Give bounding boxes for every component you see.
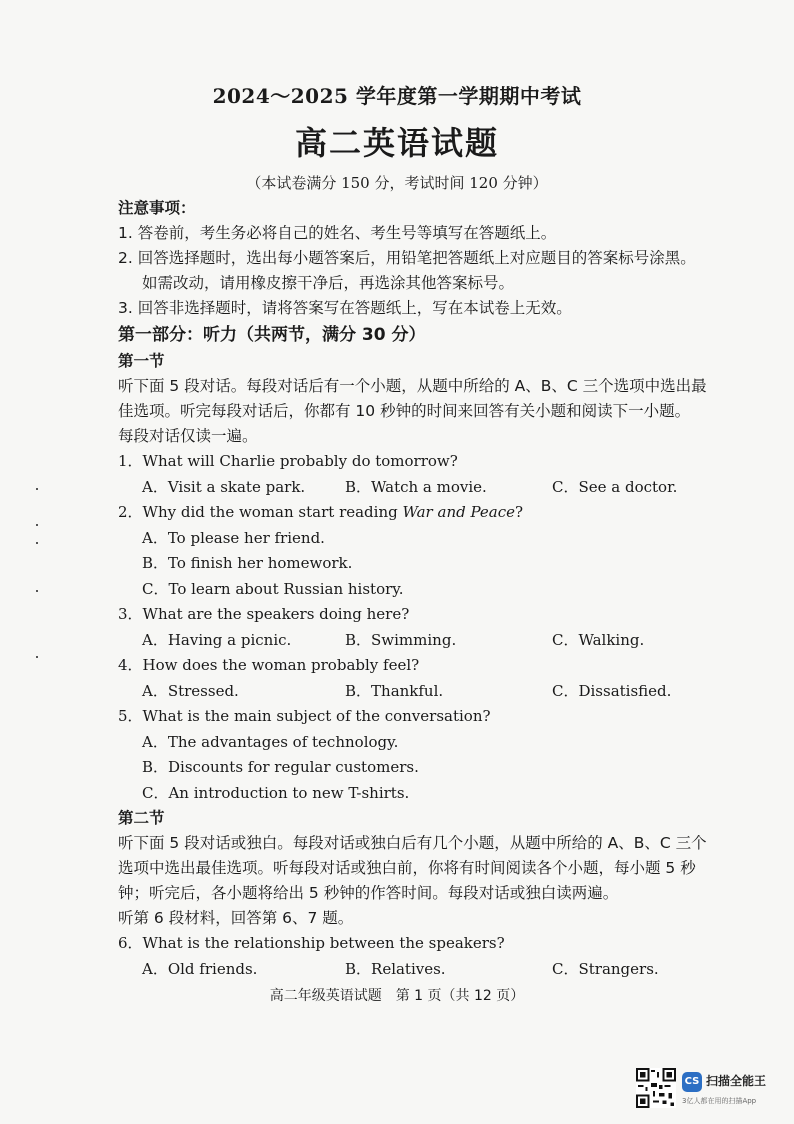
section2-instructions-2: 选项中选出最佳选项。听每段对话或独白前，你将有时间阅读各个小题，每小题 5 秒: [118, 859, 696, 877]
section1-instructions-3: 每段对话仅读一遍。: [118, 427, 258, 445]
part1-heading: 第一部分：听力（共两节，满分 30 分）: [118, 325, 426, 345]
q4-option-a: A．Stressed.: [142, 681, 239, 700]
question-4-options: [118, 679, 768, 705]
q4-option-c: C．Dissatisfied.: [552, 681, 672, 700]
camscanner-logo-icon: CS: [682, 1072, 702, 1092]
exam-subtitle: （本试卷满分 150 分，考试时间 120 分钟）: [246, 174, 548, 192]
notes-heading: 注意事项：: [118, 199, 196, 217]
notes-item-1: 1. 答卷前，考生务必将自己的姓名、考生号等填写在答题纸上。: [118, 224, 557, 242]
notes-item-3: 3. 回答非选择题时，请将答案写在答题纸上，写在本试卷上无效。: [118, 299, 572, 317]
section1-instructions-1: 听下面 5 段对话。每段对话后有一个小题，从题中所给的 A、B、C 三个选项中选出最: [118, 377, 707, 395]
question-3: 3．What are the speakers doing here?: [118, 605, 410, 623]
q2-book-title: War and Peace: [402, 503, 515, 521]
q5-option-c: C．An introduction to new T-shirts.: [142, 783, 410, 802]
question-1: 1．What will Charlie probably do tomorrow?: [118, 452, 458, 470]
scanner-watermark: [636, 1068, 786, 1112]
notes-item-2-cont: 如需改动，请用橡皮擦干净后，再选涂其他答案标号。: [142, 274, 515, 292]
section2-heading: 第二节: [118, 809, 165, 827]
question-3-options: [118, 628, 768, 654]
q2-text: 2．Why did the woman start reading: [118, 503, 403, 521]
section2-instructions-3: 钟；听完后，各小题将给出 5 秒钟的作答时间。每段对话或独白读两遍。: [118, 884, 619, 902]
question-1-options: [118, 475, 768, 501]
question-6-options: [118, 957, 768, 983]
q2-option-b: B．To finish her homework.: [142, 554, 353, 572]
q2-option-a: A．To please her friend.: [142, 528, 325, 547]
scanner-tagline: 3亿人都在用的扫描App: [682, 1097, 757, 1105]
q1-option-b: B．Watch a movie.: [345, 477, 487, 496]
q4-option-b: B．Thankful.: [345, 681, 444, 700]
question-5: 5．What is the main subject of the conversation?: [118, 707, 491, 725]
q2-option-c: C．To learn about Russian history.: [142, 579, 404, 598]
section2-instructions-1: 听下面 5 段对话或独白。每段对话或独白后有几个小题，从题中所给的 A、B、C 三个: [118, 834, 707, 852]
scanner-app-name: 扫描全能王: [706, 1074, 767, 1088]
exam-title: 高二英语试题: [294, 124, 499, 162]
q3-option-a: A．Having a picnic.: [142, 630, 292, 649]
q5-option-a: A．The advantages of technology.: [142, 732, 399, 751]
section1-heading: 第一节: [118, 352, 165, 370]
page-footer: 高二年级英语试题 第 1 页（共 12 页）: [269, 988, 525, 1004]
exam-name: 2024～2025 学年度第一学期期中考试: [212, 84, 582, 108]
binding-margin-marks: [34, 480, 40, 680]
qr-code-icon: [636, 1068, 676, 1108]
q6-option-a: A．Old friends.: [142, 959, 258, 978]
exam-content: [118, 196, 768, 982]
section2-material-note: 听第 6 段材料，回答第 6、7 题。: [118, 909, 354, 927]
q6-option-b: B．Relatives.: [345, 959, 446, 978]
question-6: 6．What is the relationship between the speakers?: [118, 934, 505, 952]
question-2: [118, 500, 768, 526]
q1-option-a: A．Visit a skate park.: [142, 477, 306, 496]
q3-option-c: C．Walking.: [552, 630, 645, 649]
q2-text-end: ?: [515, 503, 524, 521]
section1-instructions-2: 佳选项。听完每段对话后，你都有 10 秒钟的时间来回答有关小题和阅读下一小题。: [118, 402, 691, 420]
q6-option-c: C．Strangers.: [552, 959, 659, 978]
q5-option-b: B．Discounts for regular customers.: [142, 758, 419, 776]
question-4: 4．How does the woman probably feel?: [118, 656, 420, 674]
q3-option-b: B．Swimming.: [345, 630, 457, 649]
notes-item-2: 2. 回答选择题时，选出每小题答案后，用铅笔把答题纸上对应题目的答案标号涂黑。: [118, 249, 696, 267]
q1-option-c: C．See a doctor.: [552, 477, 678, 496]
